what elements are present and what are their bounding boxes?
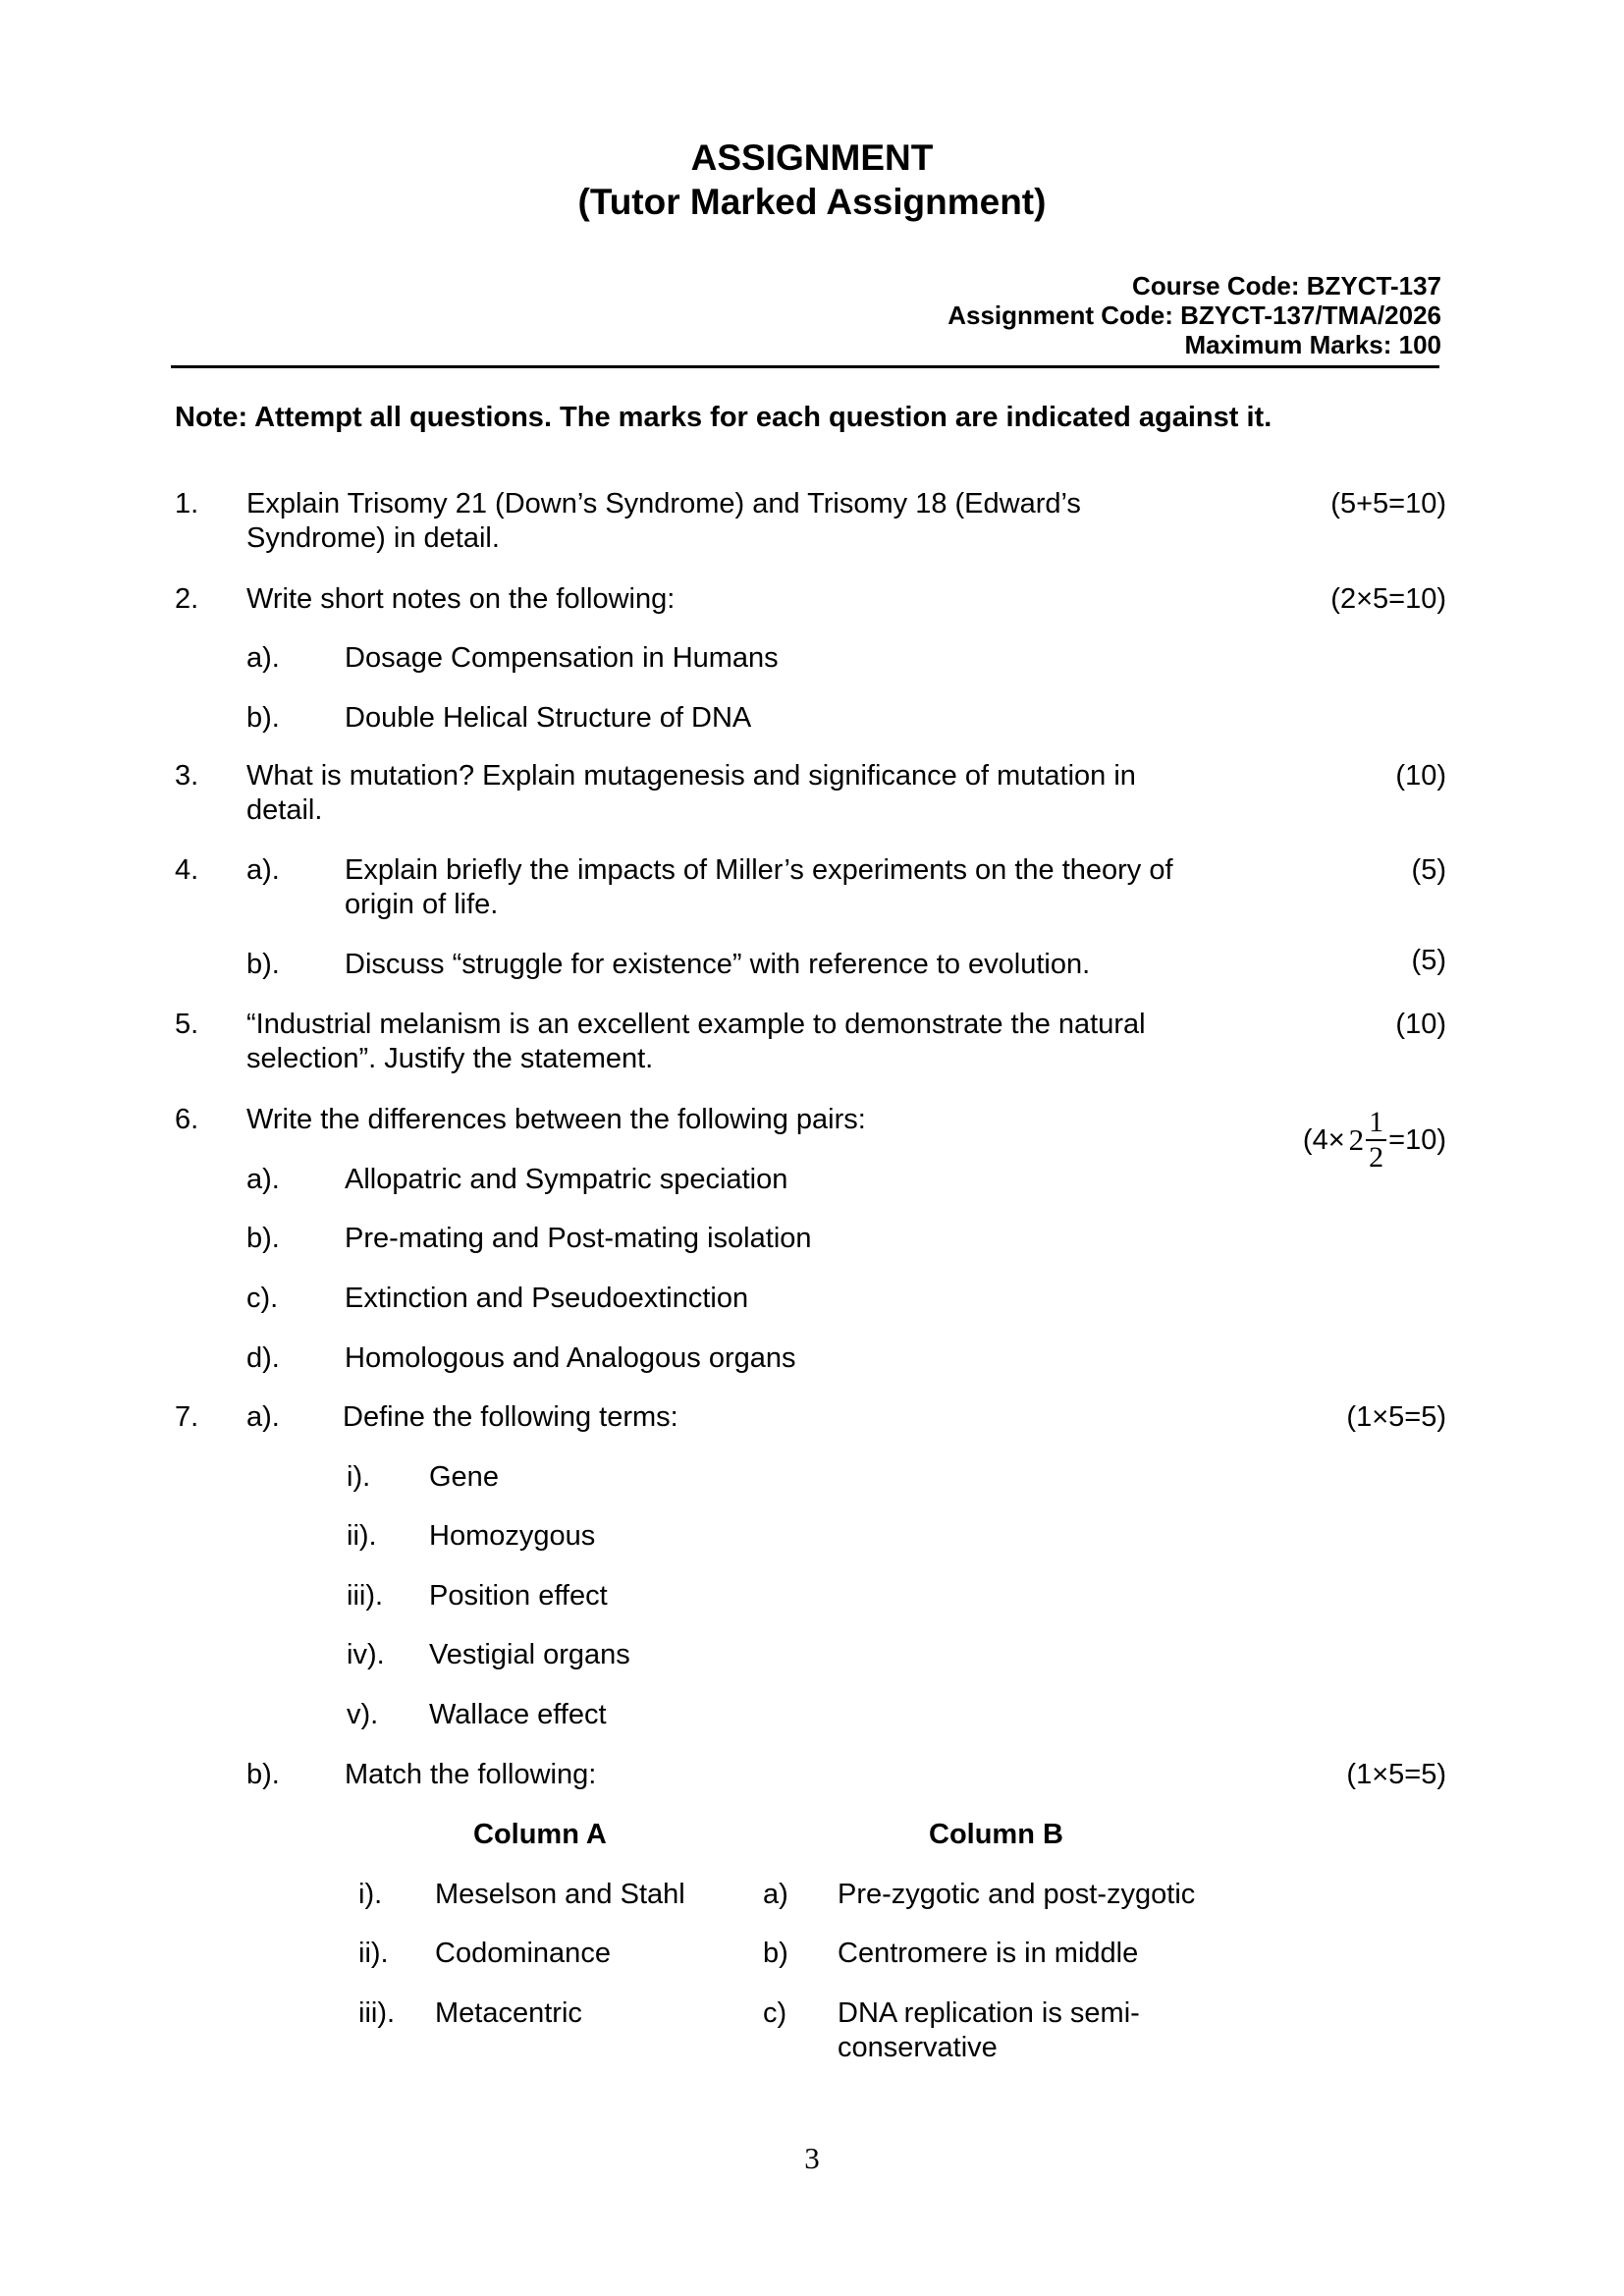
question-marks: (5+5=10): [1330, 488, 1446, 519]
term-label: i).: [347, 1461, 371, 1493]
maximum-marks: Maximum Marks: 100: [1184, 330, 1441, 359]
column-a-text: Meselson and Stahl: [435, 1879, 685, 1910]
part-label: b).: [246, 1759, 280, 1790]
question-text: Explain Trisomy 21 (Down’s Syndrome) and Trisomy 18 (Edward’s: [246, 488, 1081, 519]
question-text: Write short notes on the following:: [246, 583, 676, 615]
term-text: Position effect: [429, 1580, 608, 1612]
term-label: v).: [347, 1699, 379, 1730]
course-code: Course Code: BZYCT-137: [1132, 271, 1441, 301]
question-marks-fraction: [1303, 1106, 1446, 1175]
part-text: Pre-mating and Post-mating isolation: [345, 1223, 812, 1254]
term-label: ii).: [347, 1520, 377, 1552]
column-a-label: iii).: [358, 1997, 396, 2029]
fraction-numerator: 1: [1366, 1106, 1386, 1141]
column-b-text: Pre-zygotic and post-zygotic: [838, 1879, 1196, 1910]
term-text: Gene: [429, 1461, 499, 1493]
part-label: a).: [246, 642, 280, 674]
column-b-header: Column B: [929, 1819, 1063, 1850]
instructions-note: Note: Attempt all questions. The marks for each question are indicated against it.: [175, 402, 1272, 433]
part-marks: (1×5=5): [1346, 1401, 1446, 1433]
term-text: Homozygous: [429, 1520, 596, 1552]
part-label: b).: [246, 949, 280, 980]
question-number: 3.: [175, 760, 199, 792]
part-text-cont: origin of life.: [345, 889, 499, 920]
part-marks: (5): [1411, 854, 1446, 886]
column-b-label: b): [763, 1938, 788, 1969]
column-b-label: c): [763, 1997, 787, 2029]
part-text: Discuss “struggle for existence” with reference to evolution.: [345, 949, 1091, 980]
term-text: Vestigial organs: [429, 1639, 630, 1670]
part-marks: (5): [1411, 945, 1446, 976]
term-text: Wallace effect: [429, 1699, 607, 1730]
column-a-text: Metacentric: [435, 1997, 582, 2029]
question-number: 2.: [175, 583, 199, 615]
part-text: Double Helical Structure of DNA: [345, 702, 752, 734]
column-b-text: Centromere is in middle: [838, 1938, 1139, 1969]
part-text: Explain briefly the impacts of Miller’s experiments on the theory of: [345, 854, 1173, 886]
marks-prefix: (4×: [1302, 1123, 1345, 1156]
column-b-text-cont: conservative: [838, 2032, 998, 2063]
question-marks: (2×5=10): [1330, 583, 1446, 615]
question-number: 6.: [175, 1104, 199, 1135]
part-text: Define the following terms:: [343, 1401, 678, 1433]
column-b-label: a): [763, 1879, 788, 1910]
part-marks: (1×5=5): [1346, 1759, 1446, 1790]
question-text: Write the differences between the following pairs:: [246, 1104, 866, 1135]
fraction-denominator: 2: [1369, 1141, 1384, 1174]
assignment-code: Assignment Code: BZYCT-137/TMA/2026: [947, 301, 1441, 330]
header-divider: [171, 365, 1439, 368]
part-text: Extinction and Pseudoextinction: [345, 1283, 749, 1314]
marks-suffix: =10): [1388, 1123, 1446, 1156]
part-label: b).: [246, 1223, 280, 1254]
question-marks: (10): [1395, 760, 1446, 792]
question-number: 4.: [175, 854, 199, 886]
question-number: 5.: [175, 1009, 199, 1040]
question-number: 1.: [175, 488, 199, 519]
part-label: a).: [246, 1164, 280, 1195]
term-label: iv).: [347, 1639, 385, 1670]
marks-whole: 2: [1348, 1122, 1365, 1157]
part-label: d).: [246, 1342, 280, 1374]
column-b-text: DNA replication is semi-: [838, 1997, 1140, 2029]
question-text-cont: Syndrome) in detail.: [246, 522, 500, 554]
column-a-header: Column A: [473, 1819, 607, 1850]
document-title: ASSIGNMENT: [690, 137, 934, 178]
question-text: “Industrial melanism is an excellent example to demonstrate the natural: [246, 1009, 1146, 1040]
column-a-label: i).: [358, 1879, 383, 1910]
question-text-cont: selection”. Justify the statement.: [246, 1043, 654, 1074]
part-text: Dosage Compensation in Humans: [345, 642, 779, 674]
question-number: 7.: [175, 1401, 199, 1433]
term-label: iii).: [347, 1580, 384, 1612]
part-label: a).: [246, 1401, 280, 1433]
part-text: Allopatric and Sympatric speciation: [345, 1164, 788, 1195]
part-label: c).: [246, 1283, 279, 1314]
question-text: What is mutation? Explain mutagenesis and significance of mutation in: [246, 760, 1136, 792]
document-subtitle: (Tutor Marked Assignment): [577, 182, 1047, 222]
fraction: [1366, 1106, 1386, 1175]
page-number: 3: [804, 2141, 820, 2175]
part-label: a).: [246, 854, 280, 886]
part-text: Homologous and Analogous organs: [345, 1342, 796, 1374]
column-a-label: ii).: [358, 1938, 389, 1969]
part-label: b).: [246, 702, 280, 734]
question-text-cont: detail.: [246, 794, 323, 826]
column-a-text: Codominance: [435, 1938, 611, 1969]
question-marks: (10): [1395, 1009, 1446, 1040]
part-text: Match the following:: [345, 1759, 597, 1790]
